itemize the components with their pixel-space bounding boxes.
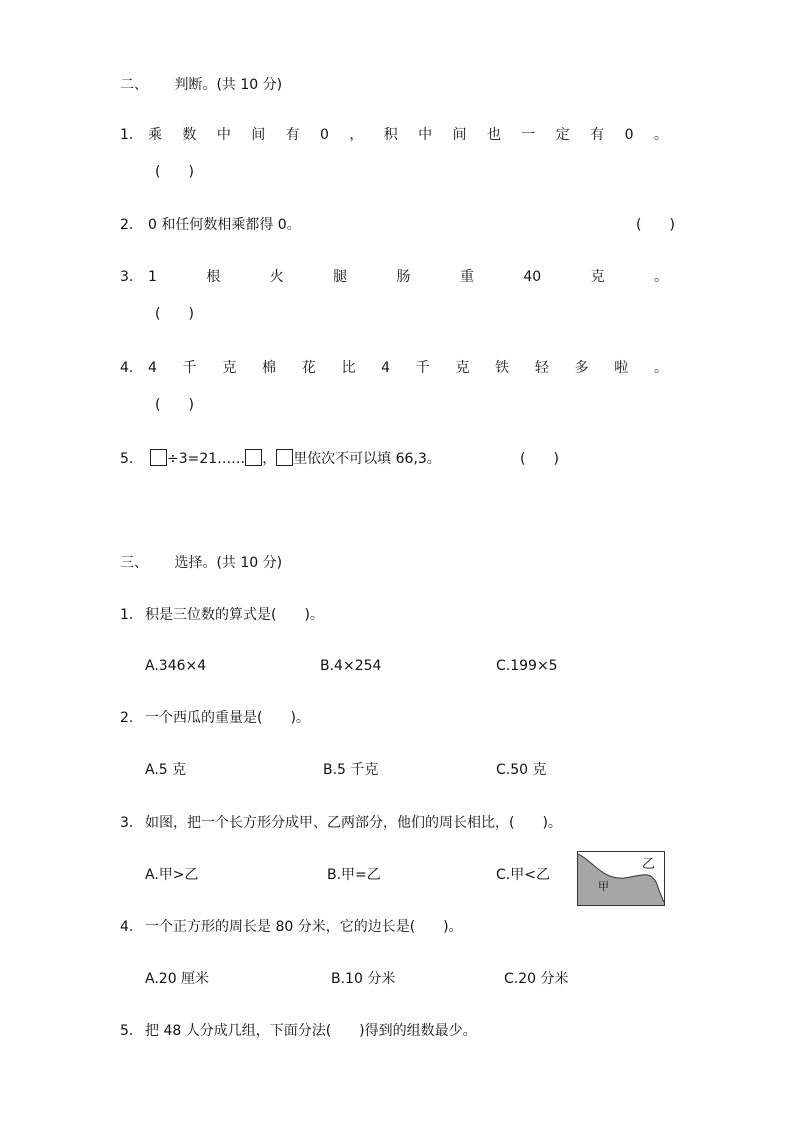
question-number: 1. (120, 607, 134, 623)
question-char: 中 (216, 127, 231, 143)
question-char: 花 (301, 360, 316, 376)
question-char: 克 (590, 269, 605, 285)
question-number: 2. (120, 217, 134, 233)
question-char: 也 (486, 127, 501, 143)
question-char: 间 (452, 127, 467, 143)
question-number: 5. (120, 1023, 134, 1039)
choice-question-5: 把 48 人分成几组，下面分法( )得到的组数最少。 (145, 1023, 477, 1039)
question-char: 比 (341, 360, 356, 376)
option-c[interactable]: C.20 分米 (504, 971, 569, 987)
option-a[interactable]: A.346×4 (145, 658, 207, 674)
option-b[interactable]: B.10 分米 (331, 971, 396, 987)
question-char: 有 (285, 127, 300, 143)
question-char: 铁 (495, 360, 510, 376)
question-char: ， (349, 127, 364, 143)
choice-question-3: 如图，把一个长方形分成甲、乙两部分，他们的周长相比，( )。 (145, 815, 562, 831)
choice-question-2: 一个西瓜的重量是( )。 (145, 710, 310, 726)
question-char: 腿 (333, 269, 348, 285)
section-number: 二、 (120, 77, 148, 93)
question-char: 克 (222, 360, 237, 376)
option-a[interactable]: A.甲>乙 (145, 867, 199, 883)
question-char: 千 (182, 360, 197, 376)
answer-paren[interactable]: ( ) (155, 164, 194, 180)
question-char: 积 (383, 127, 398, 143)
question-char: 多 (574, 360, 589, 376)
question-char: 千 (415, 360, 430, 376)
option-c[interactable]: C.50 克 (496, 762, 547, 778)
question-char: 数 (182, 127, 197, 143)
question-number: 3. (120, 815, 134, 831)
option-c[interactable]: C.甲<乙 (496, 867, 550, 883)
question-char: 间 (251, 127, 266, 143)
question-char: 1 (148, 269, 157, 285)
question-number: 4. (120, 360, 134, 376)
rectangle-figure (577, 851, 665, 906)
section-heading: 选择。(共 10 分) (174, 555, 283, 571)
question-char: 火 (269, 269, 284, 285)
answer-paren[interactable]: ( ) (155, 306, 194, 322)
section-judge-title (120, 76, 282, 94)
option-b[interactable]: B.甲=乙 (327, 867, 381, 883)
question-char: 定 (555, 127, 570, 143)
question-char: 有 (590, 127, 605, 143)
question-number: 5. (120, 451, 134, 467)
question-5-text: ÷3=21…… ， 里依次不可以填 66,3。 (150, 450, 441, 468)
option-a[interactable]: A.5 克 (145, 762, 187, 778)
question-char: 棉 (262, 360, 277, 376)
question-2-text: 0 和任何数相乘都得 0。 (148, 217, 301, 233)
question-number: 3. (120, 269, 134, 285)
question-char: 肠 (396, 269, 411, 285)
section-choose-title (120, 554, 282, 572)
question-char: 乘 (148, 127, 162, 143)
option-b[interactable]: B.4×254 (320, 658, 382, 674)
answer-paren[interactable]: ( ) (520, 451, 559, 467)
question-1-text (148, 126, 668, 144)
option-a[interactable]: A.20 厘米 (145, 971, 210, 987)
section-number: 三、 (120, 555, 148, 571)
answer-paren[interactable]: ( ) (155, 397, 194, 413)
section-heading: 判断。(共 10 分) (174, 77, 283, 93)
choice-question-1: 积是三位数的算式是( )。 (145, 607, 324, 623)
question-3-text (148, 268, 668, 286)
question-char: 40 (523, 269, 542, 285)
question-char: 啦 (614, 360, 629, 376)
question-number: 4. (120, 919, 134, 935)
question-char: 轻 (534, 360, 549, 376)
choice-question-4: 一个正方形的周长是 80 分米，它的边长是( )。 (145, 919, 463, 935)
blank-box[interactable] (245, 449, 262, 466)
question-char: 根 (206, 269, 221, 285)
figure-label-yi: 乙 (642, 857, 656, 872)
blank-box[interactable] (276, 449, 293, 466)
option-b[interactable]: B.5 千克 (323, 762, 379, 778)
question-char: 4 (381, 360, 391, 376)
question-number: 1. (120, 127, 134, 143)
question-char: 0 (624, 127, 634, 143)
question-char: 中 (418, 127, 433, 143)
figure-label-jia: 甲 (598, 880, 609, 893)
question-char: 。 (653, 360, 668, 376)
question-char: 一 (521, 127, 536, 143)
question-char: 克 (455, 360, 470, 376)
question-char: 0 (320, 127, 329, 143)
question-char: 。 (654, 269, 668, 285)
question-char: 重 (459, 269, 474, 285)
question-number: 2. (120, 710, 134, 726)
option-c[interactable]: C.199×5 (496, 658, 558, 674)
question-char: 。 (653, 127, 668, 143)
blank-box[interactable] (150, 449, 167, 466)
question-char: 4 (148, 360, 157, 376)
answer-paren[interactable]: ( ) (636, 217, 675, 233)
question-4-text (148, 359, 668, 377)
